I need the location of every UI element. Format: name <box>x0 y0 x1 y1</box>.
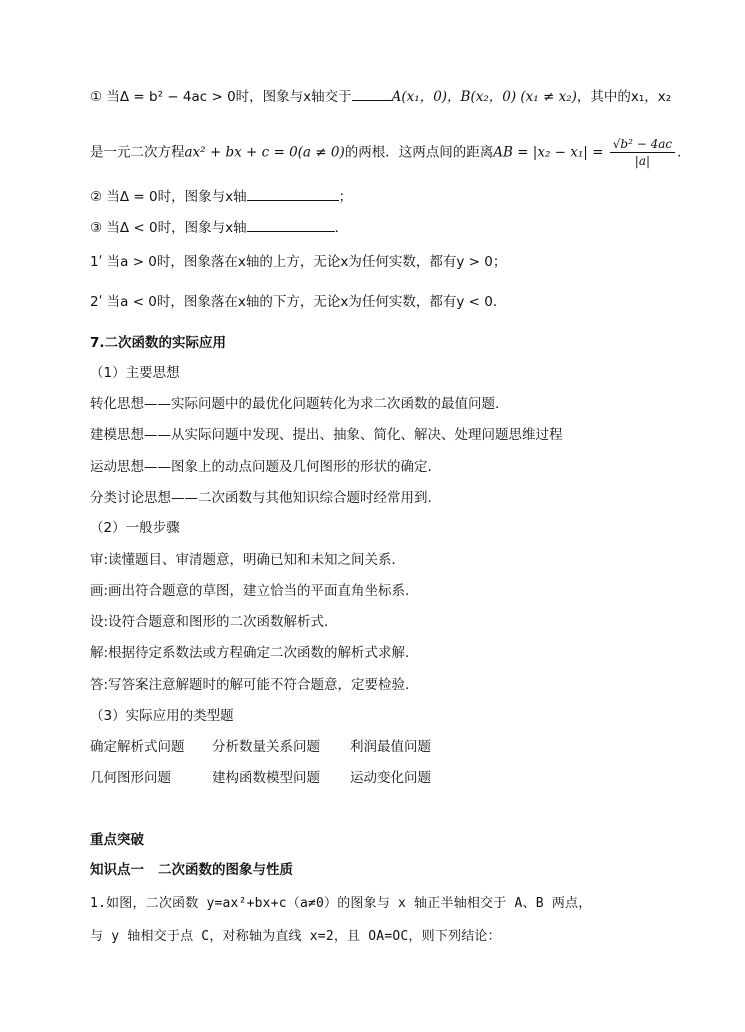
section-heading: 重点突破 <box>90 832 144 848</box>
math-equation: ax² + bx + c = 0(a ≠ 0) <box>184 144 345 161</box>
subheading: （3）实际应用的类型题 <box>90 708 234 724</box>
section-heading: 7.二次函数的实际应用 <box>90 335 227 351</box>
question-text: 1.如图，二次函数 y=ax²+bx+c（a≠0）的图象与 x 轴正半轴相交于 A、B 两点， <box>90 896 592 911</box>
discriminant-zero-line <box>90 186 705 207</box>
type-item: 建构函数模型问题 <box>212 770 320 786</box>
type-item: 确定解析式问题 <box>90 739 185 755</box>
text: . <box>677 144 682 161</box>
text: . <box>334 220 339 236</box>
idea-item: 转化思想——实际问题中的最优化问题转化为求二次函数的最值问题. <box>90 396 500 412</box>
math-distance: AB = |x₂ − x₁| = <box>493 144 604 161</box>
subheading: （1）主要思想 <box>90 365 180 381</box>
knowledge-point-heading <box>90 860 705 880</box>
subheading: （2）一般步骤 <box>90 520 180 536</box>
roots-distance-line <box>90 136 705 169</box>
idea-item: 建模思想——从实际问题中发现、提出、抽象、简化、解决、处理问题思维过程 <box>90 427 563 443</box>
case-a-negative: 2ʹ 当a < 0时，图象落在x轴的下方，无论x为任何实数，都有y < 0． <box>90 294 507 310</box>
knowledge-point-label: 知识点一 <box>90 862 144 878</box>
discriminant-negative-line <box>90 217 705 238</box>
type-item: 利润最值问题 <box>350 739 431 755</box>
fraction-denominator: |a| <box>634 154 651 168</box>
idea-item: 分类讨论思想——二次函数与其他知识综合题时经常用到. <box>90 490 432 506</box>
idea-item: 运动思想——图象上的动点问题及几何图形的形状的确定. <box>90 459 432 475</box>
distance-fraction <box>610 136 675 169</box>
type-item: 分析数量关系问题 <box>212 739 320 755</box>
text: ，其中的x₁，x₂ <box>576 89 672 105</box>
text: 是一元二次方程 <box>90 144 185 161</box>
answer-blank <box>352 86 392 101</box>
step-item: 设:设符合题意和图形的二次函数解析式． <box>90 614 338 630</box>
type-item: 几何图形问题 <box>90 770 171 786</box>
discriminant-positive-line <box>90 86 705 107</box>
text: ③ 当Δ < 0时，图象与x轴 <box>90 220 247 236</box>
step-item: 答:写答案注意解题时的解可能不符合题意，定要检验. <box>90 677 410 693</box>
math-points: A(x₁，0)，B(x₂，0) (x₁ ≠ x₂) <box>391 89 577 105</box>
step-item: 画:画出符合题意的草图，建立恰当的平面直角坐标系. <box>90 583 410 599</box>
text: ① 当Δ = b² − 4ac > 0时，图象与x轴交于 <box>90 89 352 105</box>
case-a-positive: 1ʹ 当a > 0时，图象落在x轴的上方，无论x为任何实数，都有y > 0； <box>90 254 507 270</box>
knowledge-point-title: 二次函数的图象与性质 <box>158 862 293 878</box>
text: ； <box>338 189 353 205</box>
text: 的两根．这两点间的距离 <box>344 144 494 161</box>
text: ② 当Δ = 0时，图象与x轴 <box>90 189 247 205</box>
fraction-numerator: √b² − 4ac <box>610 136 675 153</box>
step-item: 解:根据待定系数法或方程确定二次函数的解析式求解. <box>90 645 410 661</box>
step-item: 审:读懂题目、审清题意，明确已知和未知之间关系． <box>90 552 406 568</box>
question-text: 与 y 轴相交于点 C，对称轴为直线 x=2，且 OA=OC，则下列结论： <box>90 929 501 944</box>
type-item: 运动变化问题 <box>350 770 431 786</box>
answer-blank <box>247 186 339 201</box>
answer-blank <box>247 217 335 232</box>
